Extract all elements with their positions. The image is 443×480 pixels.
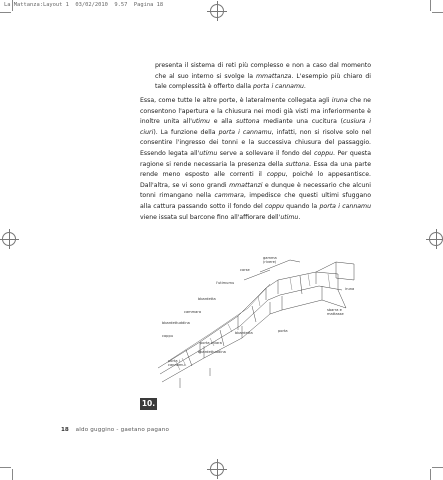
label-porta-right: porta bbox=[278, 329, 288, 333]
page-number: 18 bbox=[61, 427, 69, 433]
label-cammara: cammara bbox=[184, 310, 202, 314]
label-porta-cannamu-line2: cannamu bbox=[168, 363, 185, 367]
net-diagram-svg bbox=[140, 250, 372, 390]
page-footer bbox=[61, 427, 169, 433]
running-authors: aldo guggino - gaetano pagano bbox=[75, 427, 170, 433]
registration-mark bbox=[2, 232, 16, 246]
print-slug bbox=[4, 2, 163, 8]
slug-date: 03/02/2010 bbox=[75, 2, 108, 8]
registration-mark bbox=[210, 4, 224, 18]
label-sbarra bbox=[327, 308, 344, 316]
label-iruna: iruna bbox=[345, 287, 355, 291]
label-bbardetta-2: bbardetta bbox=[235, 331, 253, 335]
label-coppu: coppu bbox=[162, 334, 174, 338]
label-sbarra-line2: mattasse bbox=[327, 312, 344, 316]
crop-mark bbox=[432, 12, 443, 13]
crop-mark bbox=[430, 469, 431, 480]
registration-mark bbox=[210, 462, 224, 476]
label-gamma-line1: gamma bbox=[263, 256, 277, 260]
slug-page: Pagina 18 bbox=[133, 2, 164, 8]
slug-file: La Mattanza:Layout 1 bbox=[4, 2, 69, 8]
label-bbardettuddina-2: bbardettuddina bbox=[198, 350, 226, 354]
figure-number-badge: 10. bbox=[141, 399, 156, 408]
crop-mark bbox=[430, 0, 431, 11]
label-bbardetta: bbardetta bbox=[198, 297, 216, 301]
label-porta-cannamu bbox=[168, 359, 185, 367]
label-porta-chiara: porta chiara bbox=[200, 341, 222, 345]
net-diagram bbox=[140, 250, 372, 390]
registration-mark bbox=[429, 232, 443, 246]
slug-time: 9.57 bbox=[114, 2, 128, 8]
crop-mark bbox=[0, 12, 11, 13]
intro-paragraph: presenta il sistema di reti più complesso e non a caso dal momento che al suo interno si svolge la mmattanza. L'esempio più chiaro di tale complessità è offerto dalla porta i cannamu. bbox=[155, 62, 371, 91]
label-bbardettuddina: bbardettuddina bbox=[162, 321, 190, 325]
body-paragraph: Essa, come tutte le altre porte, è lateralmente collegata agli iruna che ne consentono l'apertura e la chiusura nei modi già visti ma inferiormente è inoltre unita all'utimu e alla suttona mediante una cucitura (cusiura i ciuri). La funzione della porta i cannamu, infatti, non si risolve solo nel consentire l'ingresso dei tonni e la successiva chiusura del passaggio. Essendo legata all'utimu serve a sollevare il fondo del coppu. Per questa ragione si rende necessaria la presenza della suttona. Essa da una parte rende meno esposto alle correnti il coppu, poiché lo appesantisce. Dall'altra, se vi sono grandi mmattanzi e dunque è necessario che alcuni tonni rimangano nella cammara, impedisce che questi ultimi sfuggano alla cattura passando sotto il fondo del coppu quando la porta i cannamu viene issata sul barcone fino all'affiorare dell'utimu. bbox=[140, 97, 372, 221]
crop-mark bbox=[12, 0, 13, 11]
label-gamma bbox=[263, 256, 277, 264]
crop-mark bbox=[12, 469, 13, 480]
crop-mark bbox=[0, 467, 11, 468]
label-gamma-line2: (rivere) bbox=[263, 260, 277, 264]
label-sbarra-line1: sbarra e bbox=[327, 308, 342, 312]
label-utimu: l'utimumu bbox=[216, 281, 235, 285]
crop-mark bbox=[432, 467, 443, 468]
label-corse: corse bbox=[240, 268, 250, 272]
label-porta-cannamu-line1: porta i bbox=[168, 359, 180, 363]
